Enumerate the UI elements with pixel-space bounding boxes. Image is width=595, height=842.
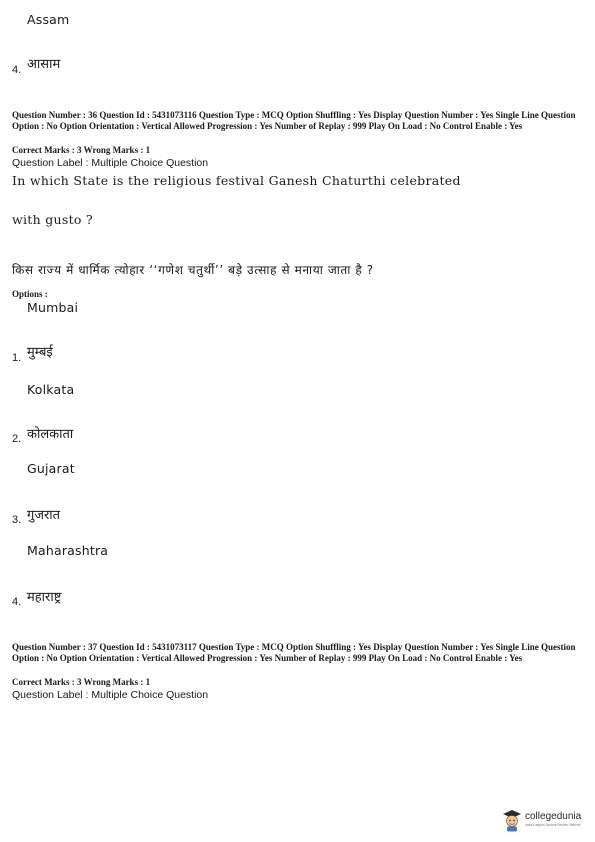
q36-text-en-line1: In which State is the religious festival Ganesh Chaturthi celebrated	[12, 173, 461, 188]
q37-meta: Question Number : 37 Question Id : 5431073117 Question Type : MCQ Option Shuffling : Yes Display Question Number : Yes Single Line Question Option : No Option Orientation : Vertical Allowed Progression : Yes Number of Replay : 999 Play On Load : No Control Enable : Yes	[12, 642, 576, 664]
q36-option-4-english: Maharashtra	[27, 543, 109, 558]
q36-marks: Correct Marks : 3 Wrong Marks : 1	[12, 145, 151, 155]
q36-meta: Question Number : 36 Question Id : 5431073116 Question Type : MCQ Option Shuffling : Yes Display Question Number : Yes Single Line Question Option : No Option Orientation : Vertical Allowed Progression : Yes Number of Replay : 999 Play On Load : No Control Enable : Yes	[12, 110, 576, 132]
q36-option-4-hindi: महाराष्ट्र	[27, 590, 62, 605]
prev-option-3-english: Assam	[27, 12, 70, 27]
q37-label: Question Label : Multiple Choice Question	[12, 689, 209, 701]
student-mascot-icon	[502, 808, 522, 832]
q36-option-2-hindi: कोलकाता	[27, 427, 74, 442]
q36-option-1-hindi: मुम्बई	[27, 345, 53, 360]
q36-option-3-english: Gujarat	[27, 461, 75, 476]
q36-option-4-number: 4.	[12, 596, 22, 608]
q36-options-heading: Options :	[12, 289, 48, 299]
q36-option-1-number: 1.	[12, 352, 22, 364]
q36-label: Question Label : Multiple Choice Question	[12, 157, 209, 169]
q36-text-en-line2: with gusto ?	[12, 212, 94, 227]
q36-option-1-english: Mumbai	[27, 300, 79, 315]
q36-option-3-hindi: गुजरात	[27, 508, 61, 523]
q36-text-hi: किस राज्य में धार्मिक त्योहार ‘‘गणेश चतुर्थी’’ बड़े उत्साह से मनाया जाता है ?	[12, 263, 374, 277]
logo-wordmark: collegedunia	[525, 811, 582, 822]
collegedunia-logo	[502, 808, 594, 834]
q36-option-2-english: Kolkata	[27, 382, 75, 397]
q36-option-3-number: 3.	[12, 514, 22, 526]
q37-marks: Correct Marks : 3 Wrong Marks : 1	[12, 677, 151, 687]
logo-tagline: India's largest Student Review Platform	[525, 823, 581, 827]
prev-option-4-number: 4.	[12, 64, 22, 76]
q36-option-2-number: 2.	[12, 433, 22, 445]
prev-option-4-hindi: आसाम	[27, 57, 61, 72]
